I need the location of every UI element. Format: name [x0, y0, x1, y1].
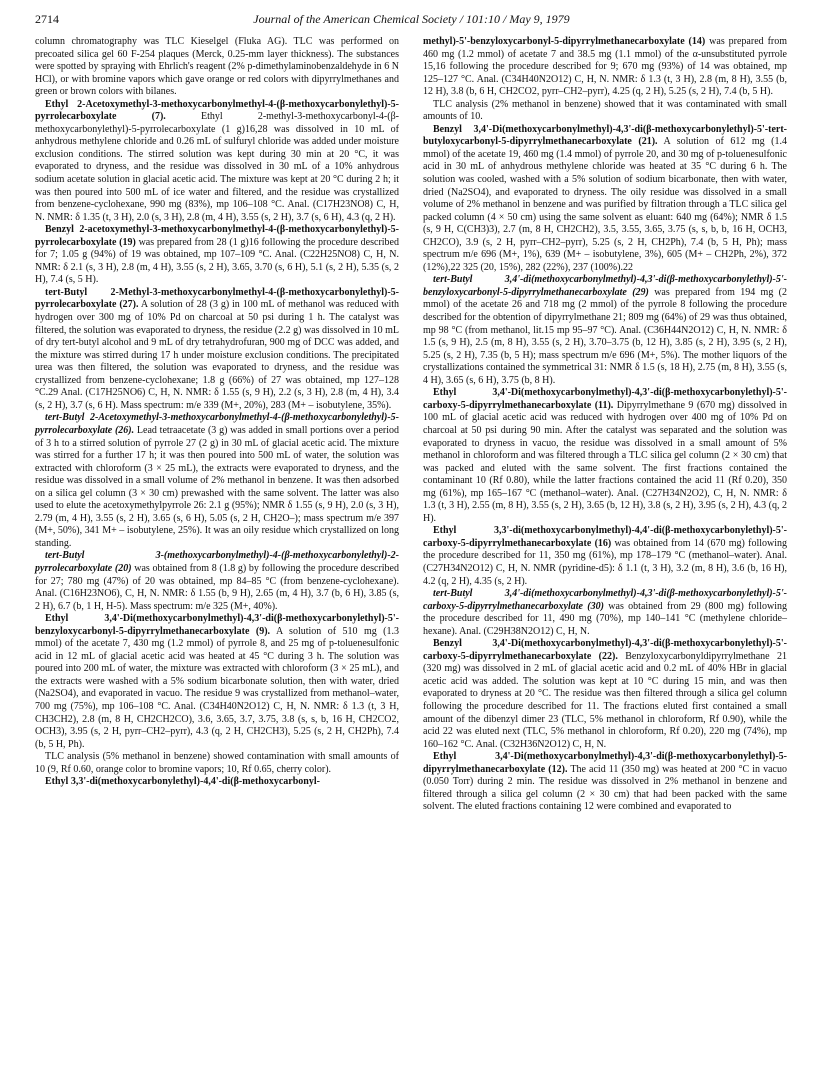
page-header [35, 12, 788, 30]
paragraph: Ethyl 3,4'-Di(methoxycarbonylmethyl)-4,3'-di(β-methoxycarbonylethyl)-5-dipyrrylmethanecarboxylate (12). The acid 11 (350 mg) was heated at 200 °C in vacuo (0.050 Torr) during 2 min. The residue was dissolved in 2% methanol in benzene and filtered through a silica gel column (2 × 30 cm) that had been packed with the same solvent. The eluted fractions containing 12 were combined and evaporated to [423, 751, 787, 813]
paragraph: tert-Butyl 2-Acetoxymethyl-3-methoxycarbonylmethyl-4-(β-methoxycarbonylethyl)-5-pyrrolecarboxylate (26). Lead tetraacetate (3 g) was added in small portions over a period of 3 h to a stirred solution of pyrrole 27 (2 g) in 30 mL of glacial acetic acid. The mixture was stirred for a further 17 h; it was then poured into 500 mL of water, the solution was extracted with chloroform (3 × 25 mL), the extracts were evaporated to dryness, and the residue was dissolved in a small volume of 2% methanol in benzene. It was then adsorbed on a silica gel column (3 × 30 cm) prewashed with the same solvent. The latter was also used to elute the acetoxymethylpyrrole 26: 2.1 g (95%); NMR δ 1.55 (s, 9 H), 2.0 (s, 3 H), 2.79 (m, 4 H), 3.55 (s, 2 H), 3.65 (s, 6 H), 5.05 (s, 2 H, CH2O–); mass spectrum m/e 397 (M+, 50%), 341 M+ – isobutylene, 25%). It was an oily residue which crystallized on long standing. [35, 412, 399, 549]
page-number: 2714 [35, 12, 59, 26]
compound-heading: Benzyl 2-acetoxymethyl-3-methoxycarbonylmethyl-4-(β-methoxycarbonylethyl)-5-pyrrolecarboxylate (19) [35, 224, 399, 248]
left-column [35, 36, 399, 814]
compound-heading: methyl)-5'-benzyloxycarbonyl-5-dipyrrylmethanecarboxylate (14) [423, 36, 706, 47]
compound-heading: Ethyl 3,4'-Di(methoxycarbonylmethyl)-4,3'-di(β-methoxycarbonylethyl)-5'-benzyloxycarbonyl-5-dipyrrylmethanecarboxylate (9). [35, 613, 399, 637]
paragraph: Benzyl 3,4'-Di(methoxycarbonylmethyl)-4,3'-di(β-methoxycarbonylethyl)-5'-tert-butyloxycarbonyl-5-dipyrrylmethanecarboxylate (21). A solution of 612 mg (1.4 mmol) of the acetate 19, 460 mg (1.4 mmol) of pyrrole 20, and 30 mg of p-toluenesulfonic acid in 30 mL of anhydrous methylene chloride was heated at 35 °C during 6 h. The solution was cooled, washed with a 5% solution of sodium bicarbonate, then with water, dried (Na2SO4), and evaporated to dryness. The oily residue was dissolved in a small volume of 2% methanol in benzene and was purified by filtration through a TLC silica gel packed column (4 × 50 cm) using the same solvent as eluant: 640 mg (64%); NMR δ 1.5 (s, 9 H, C(CH3)3), 2.7 (m, 8 H, CH2CH2), 3.5, 3.55, 3.65, 3.75 (s, s, b, b, 16 H, OCH3, CH2CO), 3.9 (s, 2 H, pyrr–CH2–pyrr), 5.25 (s, 2 H, CH2Ph), 7.4 (b, 5 H, Ph); mass spectrum m/e 696 (M+, 1%), 639 (M+ – isobutylene, 3%), 605 (M+ – CH2Ph, 2%), 372 (12%),22 325 (20, 15%), 282 (22%), 237 (100%).22 [423, 123, 787, 273]
compound-heading: Benzyl 3,4'-Di(methoxycarbonylmethyl)-4,3'-di(β-methoxycarbonylethyl)-5'-carboxy-5-dipyrrylmethanecarboxylate (22). [423, 638, 787, 662]
right-column [423, 36, 787, 814]
paragraph: tert-Butyl 3-(methoxycarbonylmethyl)-4-(β-methoxycarbonylethyl)-2-pyrrolecarboxylate (20) was obtained from 8 (1.8 g) by following the procedure described for 27; 780 mg (47%) of 20 was obtained, mp 84–85 °C (from benzene-cyclohexane). Anal. (C16H23NO6), C, H, N. NMR: δ 1.55 (b, 9 H), 2.65 (m, 4 H), 3.7 (b, 6 H), 3.85 (s, 2 H), 6.7 (b, 1 H, H-5). Mass spectrum: m/e 325 (M+, 40%). [35, 550, 399, 612]
compound-heading: Ethyl 2-Acetoxymethyl-3-methoxycarbonylmethyl-4-(β-methoxycarbonylethyl)-5-pyrrolecarboxylate (7). [35, 98, 399, 123]
compound-heading: tert-Butyl 3-(methoxycarbonylmethyl)-4-(β-methoxycarbonylethyl)-2-pyrrolecarboxylate (20) [35, 550, 399, 574]
paragraph: Ethyl 3,4'-Di(methoxycarbonylmethyl)-4,3'-di(β-methoxycarbonylethyl)-5'-benzyloxycarbonyl-5-dipyrrylmethanecarboxylate (9). A solution of 510 mg (1.3 mmol) of the acetate 7, 430 mg (1.2 mmol) of pyrrole 8, and 25 mg of p-toluenesulfonic acid in 12 mL of glacial acetic acid was heated at 45 °C during 3 h. The solution was poured into 200 mL of water, the mixture was extracted with chloroform (3 × 25 mL), and the extracts were washed with a 5% sodium bicarbonate solution, then with water, dried (Na2SO4), and evaporated in vacuo. The residue 9 was crystallized from methanol–water, 700 mg (75%), mp 106–108 °C. Anal. (C34H40N2O12) C, H, N. NMR: δ 1.3 (t, 3 H, CH3CH2), 2.8 (m, 8 H, CH2CH2CO), 3.6, 3.65, 3.7, 3.75, 3.8 (s, s, b, 16 H, CH2CO2, OCH3), 3.95 (s, 2 H, pyrr–CH2–pyrr), 4.3 (q, 2 H, CH2CH3), 5.25 (s, 2 H, CH2Ph), 7.4 (b, 5 H, Ph). [35, 613, 399, 750]
compound-heading: Benzyl 3,4'-Di(methoxycarbonylmethyl)-4,3'-di(β-methoxycarbonylethyl)-5'-tert-butyloxycarbonyl-5-dipyrrylmethanecarboxylate (21). [423, 123, 787, 148]
compound-heading: Ethyl 3,3'-di(methoxycarbonylmethyl)-4,4'-di(β-methoxycarbonylethyl)-5'-carboxy-5-dipyrrylmethanecarboxylate (16) [423, 525, 787, 549]
paragraph: column chromatography was TLC Kieselgel (Fluka AG). TLC was performed on precoated silica gel 60 F-254 plaques (Merck, 0.25-mm layer thickness). The substances were spotted by spraying with Ehrlich's reagent (2% p-dimethylaminobenzaldehyde in 6 N HCl), or with bromine vapors which gave orange or red colors with dipyrrylmethanes and green or brown colors with bilanes. [35, 36, 399, 98]
paragraph: methyl)-5'-benzyloxycarbonyl-5-dipyrrylmethanecarboxylate (14) was prepared from 460 mg (1.2 mmol) of acetate 7 and 38.5 mg (1.1 mmol) of the α-unsubstituted pyrrole 15,16 following the procedure described for 9; 670 mg (93%) of 14 was obtained, mp 125–127 °C. Anal. (C34H40N2O12) C, H, N. NMR: δ 1.3 (t, 3 H), 2.8 (m, 8 H), 3.55 (b, 12 H), 3.8 (b, 6 H, CH2CO2, pyrr–CH2–pyrr), 4.25 (q, 2 H), 5.25 (s, 2 H), 7.4 (b, 5 H). [423, 36, 788, 98]
paragraph: tert-Butyl 2-Methyl-3-methoxycarbonylmethyl-4-(β-methoxycarbonylethyl)-5-pyrrolecarboxylate (27). A solution of 28 (3 g) in 100 mL of methanol was reduced with hydrogen over 300 mg of 10% Pd on charcoal at 50 psi during 1 h. The catalyst was filtered, the solution was evaporated to dryness, the residue (2.2 g) was dissolved in 10 mL of dry tert-butyl alcohol and 9 mL of dry tetrahydrofuran, 900 mg of DCC was added, and the mixture was stirred during 17 h under moisture exclusion conditions. The precipitated urea was then filtered, the solution was evaporated to dryness, and the residue was crystallized from benzene-cyclohexane; 1.8 g (66%) of 27 was obtained, mp 127–128 °C.29 Anal. (C17H25NO6) C, H, N. NMR: δ 1.55 (s, 9 H), 2.2 (s, 3 H), 2.8 (m, 4 H), 3.4 (s, 2 H), 3.7 (s, 6 H). Mass spectrum: m/e 339 (M+, 20%), 283 (M+ – isobutylene, 35%). [35, 286, 400, 411]
paragraph [35, 776, 399, 789]
paragraph: TLC analysis (5% methanol in benzene) showed contamination with small amounts of 10 (9, Rf 0.60, orange color to bromine vapors; 10, Rf 0.65, cherry color). [35, 751, 399, 775]
compound-heading: Ethyl 3,3'-di(methoxycarbonylethyl)-4,4'-di(β-methoxycarbonyl- [45, 776, 320, 788]
paragraph: Ethyl 3,4'-Di(methoxycarbonylmethyl)-4,3'-di(β-methoxycarbonylethyl)-5'-carboxy-5-dipyrrylmethanecarboxylate (11). Dipyrrylmethane 9 (670 mg) dissolved in 100 mL of glacial acetic acid was reduced with hydrogen over 400 mg of 10% Pd on charcoal at 50 psi during 90 min. After the catalyst was separated and the solution was evaporated to dryness in vacuo, the residue was dissolved in a small amount of 5% methanol in chloroform and was filtered through a TLC silica gel column (2 × 30 cm) that was packed and eluted with the same solvent. The first fractions contained the contaminant 10 (Rf 0.80), while the latter fractions contained the acid 11 (Rf 0.20), 350 mg (61%), mp 165–167 °C (methanol–water). Anal. (C27H34N2O2), C, H, N. NMR: δ 1.3 (t, 3 H), 2.55 (m, 8 H), 3.55 (s, 2 H), 3.65 (b, 12 H), 3.8 (s, 2 H), 3.95 (s, 2 H), 4.3 (q, 2 H). [423, 387, 787, 524]
body-columns [35, 36, 788, 814]
compound-heading: Ethyl 3,4'-Di(methoxycarbonylmethyl)-4,3'-di(β-methoxycarbonylethyl)-5'-carboxy-5-dipyrrylmethanecarboxylate (11). [423, 387, 787, 411]
compound-heading: tert-Butyl 3,4'-di(methoxycarbonylmethyl)-4,3'-di(β-methoxycarbonylethyl)-5'-benzyloxycarbonyl-5-dipyrrylmethanecarboxylate (29) [423, 274, 787, 298]
compound-heading: tert-Butyl 3,4'-di(methoxycarbonylmethyl)-4,3'-di(β-methoxycarbonylethyl)-5'-carboxy-5-dipyrrylmethanecarboxylate (30) [423, 588, 787, 612]
paragraph: Ethyl 3,3'-di(methoxycarbonylmethyl)-4,4'-di(β-methoxycarbonylethyl)-5'-carboxy-5-dipyrrylmethanecarboxylate (16) was obtained from 14 (670 mg) following the procedure described for 11, 350 mg (61%), mp 178–179 °C (methanol–water). Anal. (C27H34N2O12) C, H, N. NMR (pyridine-d5): δ 1.1 (t, 3 H), 3.2 (m, 8 H), 3.6 (b, 16 H), 4.2 (q, 2 H), 4.35 (s, 2 H). [423, 525, 788, 587]
paragraph: TLC analysis (2% methanol in benzene) showed that it was contaminated with small amounts of 10. [423, 98, 787, 123]
paragraph: tert-Butyl 3,4'-di(methoxycarbonylmethyl)-4,3'-di(β-methoxycarbonylethyl)-5'-benzyloxycarbonyl-5-dipyrrylmethanecarboxylate (29) was prepared from 194 mg (2 mmol) of the acetate 26 and 718 mg (2 mmol) of the pyrrole 8 following the procedure described for the obtention of dipyrrylmethane 21; 809 mg (64%) of 29 was thus obtained, mp 98 °C (from methanol, lit.15 mp 95–97 °C). Anal. (C36H44N2O12) C, H, N. NMR: δ 1.5 (s, 9 H), 2.5 (m, 8 H), 3.55 (s, 2 H), 3.70–3.75 (b, 12 H), 3.85 (s, 2 H), 3.95 (s, 2 H), 5.25 (s, 2 H), 7.35 (b, 5 H); mass spectrum m/e 696 (M+, 5%). The mother liquors of the crystallizations contained the symmetrical 31: NMR δ 1.5 (s, 18 H), 2.75 (m, 8 H), 3.55 (s, 4 H), 3.65 (s, 6 H), 3.75 (b, 8 H). [423, 274, 787, 386]
paragraph: Benzyl 2-acetoxymethyl-3-methoxycarbonylmethyl-4-(β-methoxycarbonylethyl)-5-pyrrolecarboxylate (19) was prepared from 28 (1 g)16 following the procedure described for 7; 1.05 g (94%) of 19 was obtained, mp 107–109 °C. Anal. (C22H25NO8) C, H, N. NMR: δ 2.1 (s, 3 H), 2.8 (m, 4 H), 3.55 (s, 2 H), 3.65, 3.70 (s, 6 H), 5.1 (s, 2 H), 5.35 (s, 2 H), 7.4 (s, 5 H). [35, 224, 400, 286]
paragraph: Benzyl 3,4'-Di(methoxycarbonylmethyl)-4,3'-di(β-methoxycarbonylethyl)-5'-carboxy-5-dipyrrylmethanecarboxylate (22). Benzyloxycarbonyldipyrrylmethane 21 (320 mg) was dissolved in 2 mL of glacial acetic acid and 0.2 mL of 40% HBr in glacial acetic acid was added. The solution was kept at 10 °C during 15 min, and was then evaporated to dryness at 20 °C. The residue was then filtered through a silica gel column following the procedure described for 11. The fractions eluted first contained a small amount of the dibenzyl dimer 23 (TLC, 5% methanol in chloroform, Rf 0.90), while the acid 22 was eluted next (TLC, 5% methanol in chloroform, Rf 0.20), 220 mg (74%), mp 160–162 °C. Anal. (C32H36N2O12) C, H, N. [423, 638, 787, 750]
journal-title: Journal of the American Chemical Society / 101:10 / May 9, 1979 [253, 12, 570, 26]
paragraph: tert-Butyl 3,4'-di(methoxycarbonylmethyl)-4,3'-di(β-methoxycarbonylethyl)-5'-carboxy-5-dipyrrylmethanecarboxylate (30) was obtained from 29 (800 mg) following the procedure described for 11, 490 mg (70%), mp 140–141 °C (methylene chloride–hexane). Anal. (C29H38N2O12) C, H, N. [423, 588, 787, 637]
paragraph: Ethyl 2-Acetoxymethyl-3-methoxycarbonylmethyl-4-(β-methoxycarbonylethyl)-5-pyrrolecarboxylate (7). Ethyl 2-methyl-3-methoxycarbonyl-4-(β-methoxycarbonylethyl)-5-pyrrolecarboxylate (1 g)16,28 was dissolved in 10 mL of anhydrous methylene chloride and 0.26 mL of sulfuryl chloride was added under moisture exclusion conditions. The stirred solution was kept during 30 min at 20 °C, it was evaporated to dryness, and the residue was dissolved in 30 mL of a 10% anhydrous sodium acetate solution in glacial acetic acid. The mixture was kept at 20 °C during 2 h; it was then poured into 500 mL of ice water and filtered, and the residue was crystallized from benzene-cyclohexane, 990 mg (83%), mp 106–108 °C. Anal. (C17H23NO8) C, H, N. NMR: δ 1.35 (t, 3 H), 2.0 (s, 3 H), 2.8 (m, 4 H), 3.55 (s, 2 H), 3.7 (s, 6 H), 4.3 (q, 2 H). [35, 98, 399, 223]
compound-heading: tert-Butyl 2-Methyl-3-methoxycarbonylmethyl-4-(β-methoxycarbonylethyl)-5-pyrrolecarboxylate (27). [35, 286, 399, 311]
compound-heading: Ethyl 3,4'-Di(methoxycarbonylmethyl)-4,3'-di(β-methoxycarbonylethyl)-5-dipyrrylmethanecarboxylate (12). [423, 751, 787, 775]
compound-heading: tert-Butyl 2-Acetoxymethyl-3-methoxycarbonylmethyl-4-(β-methoxycarbonylethyl)-5-pyrrolecarboxylate (26). [35, 412, 399, 436]
